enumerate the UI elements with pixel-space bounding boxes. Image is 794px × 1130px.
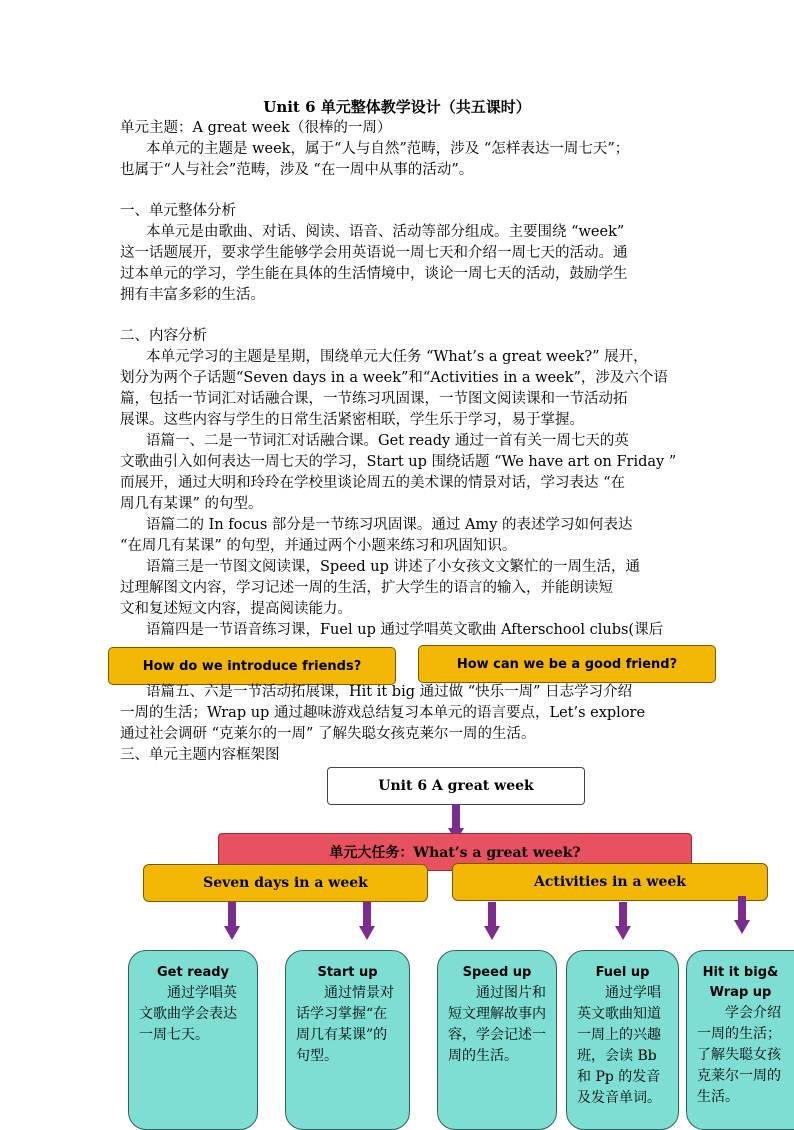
arrow-down-icon: [224, 902, 240, 942]
card-get-ready: [128, 950, 258, 1130]
card-start-up: [285, 950, 410, 1130]
card-hit-it-big: [686, 950, 794, 1130]
card-heading: Speed up: [462, 965, 532, 980]
document-title: Unit 6 单元整体教学设计（共五课时）: [263, 98, 531, 116]
section-heading-1: 一、单元整体分析: [120, 203, 236, 219]
card-text: 通过图片和短文理解故事内容，学会记述一周的生活。: [448, 985, 546, 1064]
card-heading: Start up: [317, 965, 378, 980]
unit-theme: 单元主题：A great week（很棒的一周）: [120, 120, 392, 136]
paragraph-line: 过本单元的学习，学生能在具体的生活情境中，谈论一周七天的活动，鼓励学生: [120, 266, 628, 282]
paragraph-line: 语篇一、二是一节词汇对话融合课。Get ready 通过一首有关一周七天的英: [146, 433, 629, 449]
paragraph-line: 篇，包括一节词汇对话融合课，一节练习巩固课，一节图文阅读课和一节活动拓: [120, 391, 628, 407]
arrow-down-icon: [359, 902, 375, 942]
paragraph-line: 本单元学习的主题是星期，围绕单元大任务 “What’s a great week?” 展开，: [146, 349, 648, 365]
card-text: 通过情景对话学习掌握“在周几有某课”的句型。: [296, 985, 394, 1064]
diagram-task: 单元大任务：What’s a great week?: [218, 833, 692, 871]
card-text: 学会介绍一周的生活；了解失聪女孩克莱尔一周的生活。: [697, 1005, 781, 1105]
callout-introduce-friends: How do we introduce friends?: [108, 647, 396, 685]
paragraph-line: 文和复述短文内容，提高阅读能力。: [120, 601, 352, 617]
arrow-down-icon: [484, 902, 500, 942]
paragraph-line: 一周的生活；Wrap up 通过趣味游戏总结复习本单元的语言要点，Let’s explore: [120, 705, 646, 721]
section-heading-3: 三、单元主题内容框架图: [120, 747, 280, 763]
paragraph-line: 拥有丰富多彩的生活。: [120, 287, 265, 303]
paragraph-line: 语篇四是一节语音练习课，Fuel up 通过学唱英文歌曲 Afterschool clubs(课后: [146, 622, 664, 638]
paragraph-line: 语篇三是一节图文阅读课，Speed up 讲述了小女孩文文繁忙的一周生活，通: [146, 559, 640, 575]
paragraph-line: 文歌曲引入如何表达一周七天的学习，Start up 围绕话题 “We have art on Friday ”: [120, 454, 677, 470]
paragraph-line: 划分为两个子话题“Seven days in a week”和“Activities in a week”，涉及六个语: [120, 370, 668, 386]
arrow-down-icon: [734, 896, 750, 936]
card-text: 通过学唱英文歌曲知道一周上的兴趣班，会读 Bb 和 Pp 的发音及发音单词。: [577, 985, 661, 1106]
theme-line-1: 本单元的主题是 week，属于“人与自然”范畴，涉及 “怎样表达一周七天”；: [146, 141, 630, 157]
callout-good-friend: How can we be a good friend?: [418, 645, 716, 683]
paragraph-line: 语篇二的 In focus 部分是一节练习巩固课。通过 Amy 的表述学习如何表达: [146, 517, 633, 533]
card-heading: Get ready: [156, 965, 229, 980]
paragraph-line: 通过社会调研 “克莱尔的一周” 了解失聪女孩克莱尔一周的生活。: [120, 726, 536, 742]
section-heading-2: 二、内容分析: [120, 328, 207, 344]
card-heading: Hit it big& Wrap up: [702, 965, 779, 1000]
paragraph-line: 本单元是由歌曲、对话、阅读、语音、活动等部分组成。主要围绕 “week”: [146, 224, 625, 240]
card-speed-up: [437, 950, 557, 1130]
paragraph-line: 展课。这些内容与学生的日常生活紧密相联，学生乐于学习，易于掌握。: [120, 412, 584, 428]
card-heading: Fuel up: [595, 965, 650, 980]
paragraph-line: 语篇五、六是一节活动拓展课，Hit it big 通过做 “快乐一周” 日志学习介绍: [146, 684, 633, 700]
theme-line-2: 也属于“人与社会”范畴，涉及 “在一周中从事的活动”。: [120, 162, 474, 178]
card-text: 通过学唱英文歌曲学会表达一周七天。: [139, 985, 237, 1043]
paragraph-line: 这一话题展开，要求学生能够学会用英语说一周七天和介绍一周七天的活动。通: [120, 245, 628, 261]
diagram-root: Unit 6 A great week: [327, 767, 585, 805]
paragraph-line: 过理解图文内容，学习记述一周的生活，扩大学生的语言的输入，并能朗读短: [120, 580, 613, 596]
diagram-sub-left: Seven days in a week: [143, 864, 428, 902]
paragraph-line: “在周几有某课” 的句型，并通过两个小题来练习和巩固知识。: [120, 538, 517, 554]
card-fuel-up: [566, 950, 679, 1130]
paragraph-line: 而展开，通过大明和玲玲在学校里谈论周五的美术课的情景对话，学习表达 “在: [120, 475, 626, 491]
diagram-sub-right: Activities in a week: [452, 863, 768, 901]
paragraph-line: 周几有某课” 的句型。: [120, 496, 263, 512]
arrow-down-icon: [615, 902, 631, 942]
